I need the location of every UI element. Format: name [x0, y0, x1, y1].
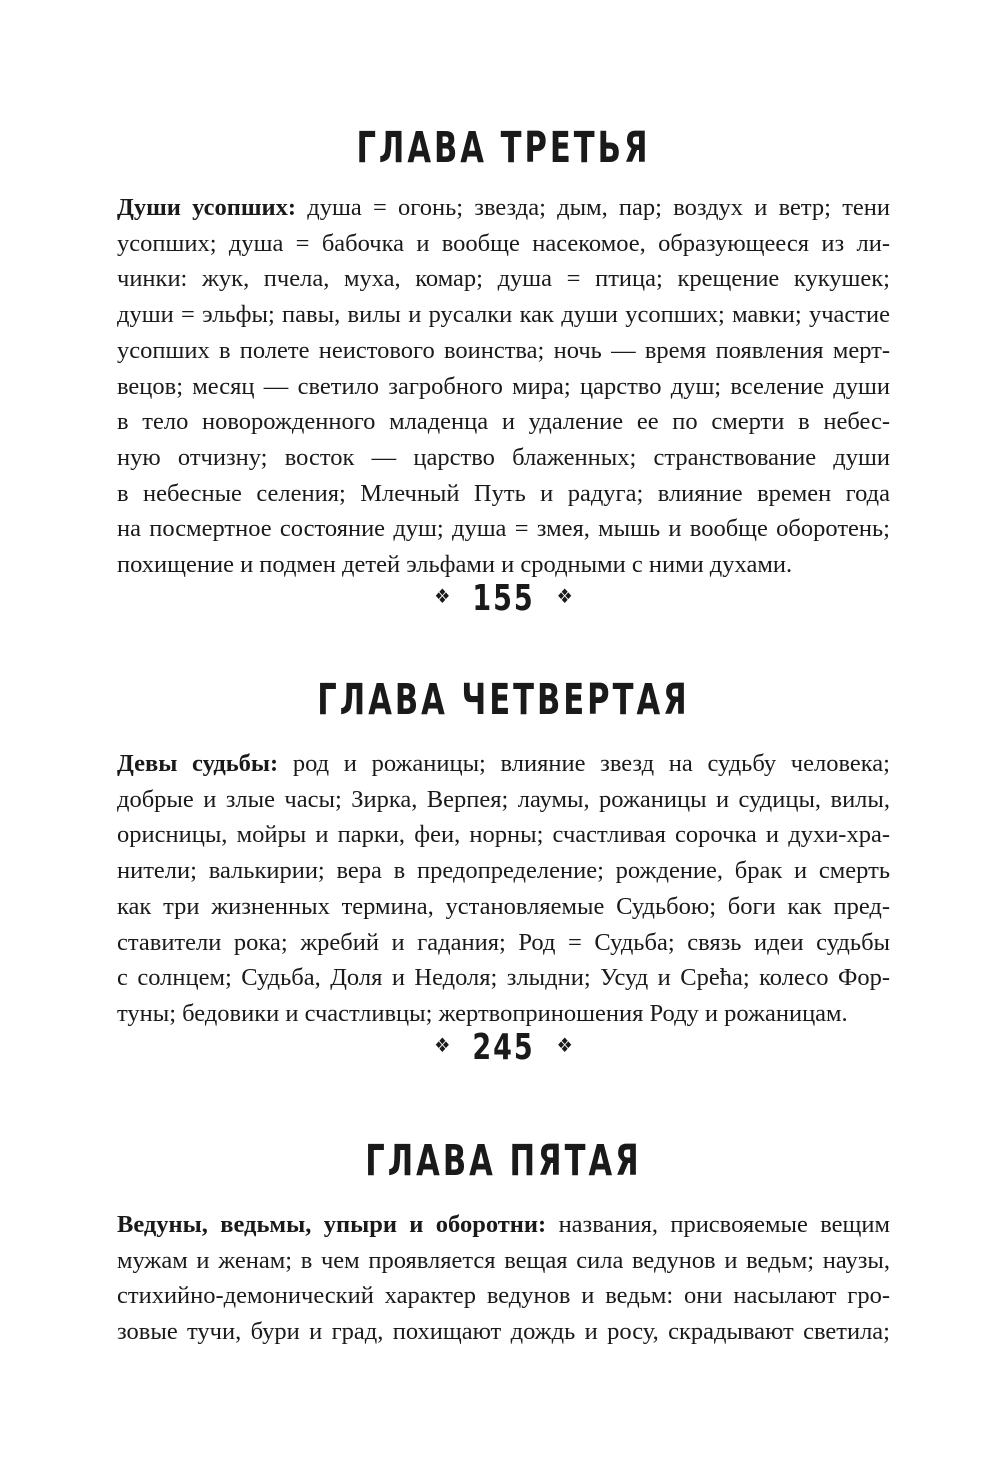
summary-line: усопших; душа = бабочка и вообще насекомое, образующееся из ли-: [117, 229, 890, 257]
summary-line: души = эльфы; павы, вилы и русалки как души усопших; мавки; участие: [117, 301, 890, 329]
chapter-summary: [117, 746, 890, 1032]
diamond-ornament-icon: ❖: [434, 584, 451, 609]
summary-line: в тело новорожденного младенца и удаление ее по смерти в небес-: [117, 408, 890, 436]
diamond-ornament-icon: ❖: [556, 1033, 573, 1058]
page-number: 245: [472, 1026, 535, 1069]
summary-lead: Души усопших:: [117, 194, 297, 221]
summary-line: стихийно-демонический характер ведунов и ведьм: они насылают гро-: [117, 1282, 890, 1310]
summary-line: орисницы, мойры и парки, феи, норны; счастливая сорочка и духи-хра-: [117, 821, 890, 849]
summary-line: с солнцем; Судьба, Доля и Недоля; злыдни; Усуд и Срећа; колесо Фор-: [117, 964, 890, 992]
summary-line: похищение и подмен детей эльфами и сродными с ними духами.: [117, 551, 793, 579]
chapter-three: [117, 123, 890, 620]
summary-line: Ведуны, ведьмы, упыри и оборотни: названия, присвояемые вещим: [117, 1211, 890, 1238]
summary-line: туны; бедовики и счастливцы; жертвоприношения Роду и рожаницам.: [117, 999, 848, 1027]
summary-line: добрые и злые часы; Зирка, Верпея; лаумы, рожаницы и судицы, вилы,: [117, 785, 890, 813]
summary-line: усопших в полете неистового воинства; ночь — время появления мерт-: [117, 336, 890, 364]
summary-line: мужам и женам; в чем проявляется вещая сила ведунов и ведьм; наузы,: [117, 1246, 890, 1274]
summary-line: нители; валькирии; вера в предопределение; рождение, брак и смерть: [117, 857, 890, 885]
summary-line: на посмертное состояние душ; душа = змея, мышь и вообще оборотень;: [117, 515, 890, 543]
summary-line: ную отчизну; восток — царство блаженных; странствование души: [117, 443, 890, 471]
page-number: 155: [472, 577, 535, 620]
diamond-ornament-icon: ❖: [434, 1033, 451, 1058]
chapter-five: [117, 1136, 890, 1350]
summary-line: в небесные селения; Млечный Путь и радуга; влияние времен года: [117, 479, 890, 507]
chapter-four: [117, 675, 890, 1069]
summary-line: как три жизненных термина, установляемые Судьбою; боги как пред-: [117, 892, 890, 920]
summary-lead: Девы судьбы:: [117, 750, 279, 777]
chapter-title: ГЛАВА ЧЕТВЕРТАЯ: [317, 675, 690, 725]
summary-lead: Ведуны, ведьмы, упыри и оборотни:: [117, 1211, 547, 1238]
summary-line: чинки: жук, пчела, муха, комар; душа = птица; крещение кукушек;: [117, 265, 890, 293]
summary-line: Души усопших: душа = огонь; звезда; дым, пар; воздух и ветр; тени: [117, 194, 890, 221]
chapter-title: ГЛАВА ТРЕТЬЯ: [356, 123, 651, 173]
page-reference: [117, 577, 890, 620]
summary-line: Девы судьбы: род и рожаницы; влияние звезд на судьбу человека;: [117, 750, 890, 777]
chapter-title: ГЛАВА ПЯТАЯ: [365, 1136, 642, 1186]
chapter-summary: [117, 190, 890, 583]
diamond-ornament-icon: ❖: [556, 584, 573, 609]
summary-line: вецов; месяц — светило загробного мира; царство душ; вселение души: [117, 372, 890, 400]
page-reference: [117, 1026, 890, 1069]
chapter-summary: [117, 1207, 890, 1350]
summary-line: ставители рока; жребий и гадания; Род = Судьба; связь идеи судьбы: [117, 928, 890, 956]
summary-line: зовые тучи, бури и град, похищают дождь и росу, скрадывают светила;: [117, 1318, 890, 1346]
